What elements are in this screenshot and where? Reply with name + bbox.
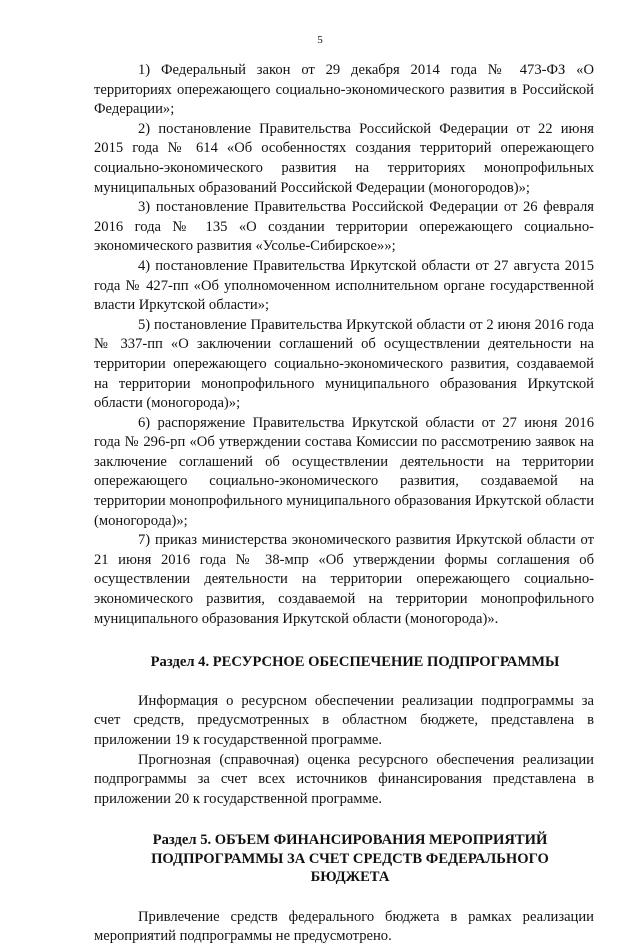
paragraph: Прогнозная (справочная) оценка ресурсного обеспечения реализации подпрограммы за счет всех источников финансирования представлена в приложении 20 к государственной программе. bbox=[94, 751, 594, 807]
list-item: 6) распоряжение Правительства Иркутской области от 27 июня 2016 года № 296-рп «Об утверждении состава Комиссии по рассмотрению заявок на заключение соглашений об осуществлении деятельности на территории опережающего социально-экономического развития, создаваемой на территории монопрофильного муниципального образования Иркутской области (моногорода)»; bbox=[94, 414, 594, 529]
page-number: 5 bbox=[317, 34, 323, 46]
page-content bbox=[94, 61, 594, 947]
section-5-heading-line: Раздел 5. ОБЪЕМ ФИНАНСИРОВАНИЯ МЕРОПРИЯТИЙ bbox=[152, 832, 548, 849]
section-5-body bbox=[94, 908, 594, 947]
paragraph: Привлечение средств федерального бюджета в рамках реализации мероприятий подпрограммы не предусмотрено. bbox=[94, 908, 594, 945]
list-item: 2) постановление Правительства Российской Федерации от 22 июня 2015 года № 614 «Об особенностях создания территорий опережающего социально-экономического развития на территориях монопрофильных муниципальных образований Российской Федерации (моногородов)»; bbox=[94, 120, 594, 196]
paragraph: Информация о ресурсном обеспечении реализации подпрограммы за счет средств, предусмотренных в областном бюджете, представлена в приложении 19 к государственной программе. bbox=[94, 692, 594, 748]
list-item: 4) постановление Правительства Иркутской области от 27 августа 2015 года № 427-пп «Об уполномоченном исполнительном органе государственной власти Иркутской области»; bbox=[94, 257, 594, 314]
list-item: 5) постановление Правительства Иркутской области от 2 июня 2016 года № 337-пп «О заключении соглашений об осуществлении деятельности на территории опережающего социально-экономического развития, создаваемой на территории монопрофильного муниципального образования Иркутской области (моногорода)»; bbox=[94, 316, 594, 412]
section-5-heading-line: ПОДПРОГРАММЫ ЗА СЧЕТ СРЕДСТВ ФЕДЕРАЛЬНОГО bbox=[151, 850, 549, 867]
section-4-heading: Раздел 4. РЕСУРСНОЕ ОБЕСПЕЧЕНИЕ ПОДПРОГРАММЫ bbox=[150, 654, 560, 671]
section-5-heading bbox=[94, 831, 594, 887]
legal-basis-list bbox=[94, 61, 594, 629]
section-4-body bbox=[94, 692, 594, 810]
list-item: 3) постановление Правительства Российской Федерации от 26 февраля 2016 года № 135 «О создании территории опережающего социально-экономического развития «Усолье-Сибирское»»; bbox=[94, 199, 594, 255]
list-item: 1) Федеральный закон от 29 декабря 2014 года № 473-ФЗ «О территориях опережающего социально-экономического развития в Российской Федерации»; bbox=[94, 62, 594, 118]
list-item: 7) приказ министерства экономического развития Иркутской области от 21 июня 2016 года № 38-мпр «Об утверждении формы соглашения об осуществлении деятельности на территории опережающего социально-экономического развития, создаваемой на территории монопрофильного муниципального образования Иркутской области (моногорода)». bbox=[94, 532, 594, 627]
section-5-heading-line: БЮДЖЕТА bbox=[310, 869, 390, 886]
